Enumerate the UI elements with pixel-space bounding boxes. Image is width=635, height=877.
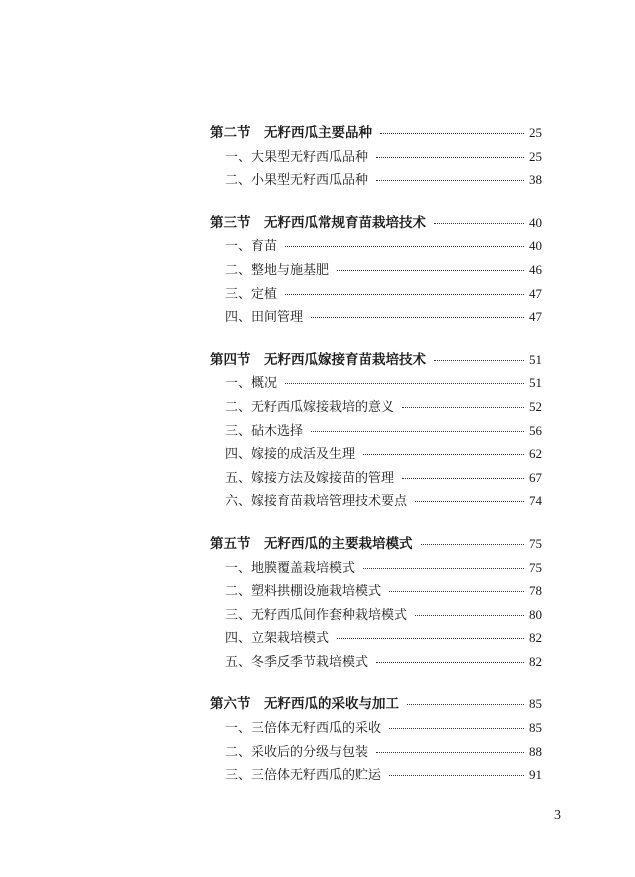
toc-entry-label: 五、冬季反季节栽培模式 <box>225 654 369 670</box>
toc-entry[interactable] <box>210 395 542 419</box>
toc-section-heading[interactable] <box>210 532 542 556</box>
toc-entry-page: 56 <box>529 422 542 438</box>
toc-entry[interactable] <box>210 466 542 490</box>
dot-leader <box>389 775 524 776</box>
dot-leader <box>311 431 524 432</box>
section-gap <box>210 192 542 211</box>
toc-entry-page: 82 <box>529 630 542 646</box>
toc-entry-label: 六、嫁接育苗栽培管理技术要点 <box>225 494 408 510</box>
dot-leader <box>402 478 524 479</box>
toc-entry[interactable] <box>210 740 542 764</box>
toc-entry-page: 25 <box>529 148 542 164</box>
toc-section-heading[interactable] <box>210 121 542 145</box>
dot-leader <box>376 662 524 663</box>
toc-section-heading-label: 第三节 无籽西瓜常规育苗栽培技术 <box>210 214 426 231</box>
toc-entry-label: 一、育苗 <box>225 239 278 255</box>
dot-leader <box>376 180 524 181</box>
toc-entry-label: 四、嫁接的成活及生理 <box>225 447 356 463</box>
toc-entry[interactable] <box>210 234 542 258</box>
toc-entry-page: 67 <box>529 469 542 485</box>
toc-section-heading-label: 第四节 无籽西瓜嫁接育苗栽培技术 <box>210 351 426 368</box>
toc-entry[interactable] <box>210 579 542 603</box>
toc-entry-page: 85 <box>529 720 542 736</box>
toc-entry[interactable] <box>210 282 542 306</box>
toc-entry-label: 三、无籽西瓜间作套种栽培模式 <box>225 607 408 623</box>
dot-leader <box>407 704 524 705</box>
toc-entry[interactable] <box>210 556 542 580</box>
dot-leader <box>376 752 524 753</box>
toc-entry-page: 46 <box>529 261 542 277</box>
dot-leader <box>337 270 524 271</box>
toc-entry-label: 一、三倍体无籽西瓜的采收 <box>225 721 382 737</box>
toc-entry-label: 三、定植 <box>225 286 278 302</box>
toc-entry[interactable] <box>210 489 542 513</box>
dot-leader <box>389 591 524 592</box>
toc-entry-page: 91 <box>529 767 542 783</box>
toc-entry[interactable] <box>210 145 542 169</box>
toc-entry-page: 82 <box>529 653 542 669</box>
toc-entry-page: 74 <box>529 493 542 509</box>
toc-entry-page: 62 <box>529 446 542 462</box>
dot-leader <box>434 360 524 361</box>
toc-entry[interactable] <box>210 442 542 466</box>
section-gap <box>210 329 542 348</box>
toc-entry-label: 四、立架栽培模式 <box>225 631 330 647</box>
toc-entry-page: 47 <box>529 309 542 325</box>
toc-entry-page: 51 <box>529 375 542 391</box>
toc-entry-page: 47 <box>529 285 542 301</box>
toc-entry-label: 一、地膜覆盖栽培模式 <box>225 560 356 576</box>
toc-entry[interactable] <box>210 626 542 650</box>
toc-entry[interactable] <box>210 305 542 329</box>
toc-entry-label: 三、三倍体无籽西瓜的贮运 <box>225 768 382 784</box>
toc-section-heading-label: 第二节 无籽西瓜主要品种 <box>210 125 372 141</box>
dot-leader <box>363 568 524 569</box>
toc-entry[interactable] <box>210 168 542 192</box>
toc-section-heading[interactable] <box>210 348 542 372</box>
toc-entry-page: 52 <box>529 398 542 414</box>
toc-entry-page: 75 <box>529 559 542 575</box>
toc-section-heading-label: 第五节 无籽西瓜的主要栽培模式 <box>210 535 413 552</box>
toc-entry[interactable] <box>210 716 542 740</box>
toc-entry[interactable] <box>210 603 542 627</box>
toc-section-heading[interactable] <box>210 211 542 235</box>
dot-leader <box>363 454 524 455</box>
toc-entry-label: 三、砧木选择 <box>225 423 304 439</box>
toc-entry[interactable] <box>210 650 542 674</box>
toc-entry[interactable] <box>210 419 542 443</box>
toc-entry[interactable] <box>210 258 542 282</box>
dot-leader <box>402 407 524 408</box>
dot-leader <box>434 223 524 224</box>
toc-section-heading-page: 25 <box>529 125 542 140</box>
toc-entry-label: 二、采收后的分级与包装 <box>225 744 369 760</box>
section-gap <box>210 673 542 692</box>
toc-entry-page: 80 <box>529 606 542 622</box>
toc-entry-label: 二、整地与施基肥 <box>225 262 330 278</box>
toc-entry-page: 40 <box>529 238 542 254</box>
toc-section-heading-page: 75 <box>529 535 542 551</box>
toc-section-heading-page: 40 <box>529 214 542 230</box>
toc-entry-label: 二、小果型无籽西瓜品种 <box>225 173 369 189</box>
toc-section-heading-label: 第六节 无籽西瓜的采收与加工 <box>210 696 399 713</box>
dot-leader <box>337 638 524 639</box>
dot-leader <box>311 317 524 318</box>
toc-entry-label: 四、田间管理 <box>225 310 304 326</box>
table-of-contents <box>210 121 542 787</box>
toc-section-heading[interactable] <box>210 692 542 716</box>
dot-leader <box>285 383 524 384</box>
dot-leader <box>421 544 525 545</box>
dot-leader <box>415 615 524 616</box>
dot-leader <box>415 501 524 502</box>
toc-entry-page: 88 <box>529 743 542 759</box>
section-gap <box>210 513 542 532</box>
toc-entry-label: 一、概况 <box>225 376 278 392</box>
dot-leader <box>285 246 524 247</box>
dot-leader <box>376 157 524 158</box>
toc-entry-page: 78 <box>529 583 542 599</box>
toc-entry[interactable] <box>210 371 542 395</box>
toc-entry-label: 一、大果型无籽西瓜品种 <box>225 149 369 165</box>
toc-entry-label: 五、嫁接方法及嫁接苗的管理 <box>225 470 395 486</box>
toc-entry-label: 二、无籽西瓜嫁接栽培的意义 <box>225 399 395 415</box>
toc-entry-label: 二、塑料拱棚设施栽培模式 <box>225 584 382 600</box>
dot-leader <box>389 728 524 729</box>
toc-entry[interactable] <box>210 763 542 787</box>
toc-section-heading-page: 85 <box>529 696 542 712</box>
dot-leader <box>380 133 524 134</box>
toc-section-heading-page: 51 <box>529 351 542 367</box>
page-number: 3 <box>554 808 561 823</box>
dot-leader <box>285 294 524 295</box>
toc-entry-page: 38 <box>529 172 542 188</box>
